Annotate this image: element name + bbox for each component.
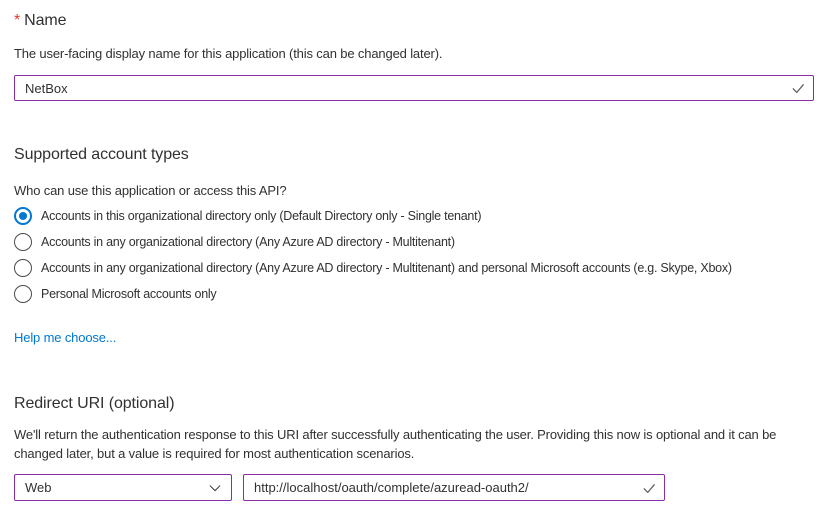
radio-option-label: Accounts in this organizational directory only (Default Directory only - Single tenant) (41, 209, 482, 223)
chevron-down-icon (208, 481, 222, 495)
radio-option-multitenant[interactable] (14, 229, 815, 255)
redirect-uri-description: We'll return the authentication response to this URI after successfully authenticating the user. Providing this now is optional and it can be changed later, but a value is required for most authentication scenarios. (14, 427, 777, 461)
radio-button-icon[interactable] (14, 207, 32, 225)
account-types-question: Who can use this application or access this API? (14, 183, 287, 198)
radio-option-multitenant-personal[interactable] (14, 255, 815, 281)
radio-option-label: Personal Microsoft accounts only (41, 287, 217, 301)
radio-option-personal-only[interactable] (14, 281, 815, 307)
radio-option-label: Accounts in any organizational directory (Any Azure AD directory - Multitenant) (41, 235, 455, 249)
name-heading-label: Name (24, 12, 67, 29)
name-section-heading (14, 10, 815, 32)
radio-option-label: Accounts in any organizational directory (Any Azure AD directory - Multitenant) and personal Microsoft accounts (e.g. Skype, Xbox) (41, 261, 732, 275)
redirect-uri-heading: Redirect URI (optional) (14, 395, 175, 412)
name-input-container (14, 75, 814, 101)
account-types-radio-group (14, 203, 815, 307)
radio-button-icon[interactable] (14, 233, 32, 251)
redirect-uri-input[interactable] (243, 474, 665, 501)
redirect-uri-input-container (243, 474, 665, 501)
name-input[interactable] (14, 75, 814, 101)
help-me-choose-link[interactable]: Help me choose... (14, 330, 117, 345)
radio-button-icon[interactable] (14, 285, 32, 303)
radio-button-icon[interactable] (14, 259, 32, 277)
account-types-heading: Supported account types (14, 146, 189, 163)
platform-select[interactable] (14, 474, 232, 501)
redirect-uri-row (14, 474, 815, 501)
name-description: The user-facing display name for this application (this can be changed later). (14, 46, 443, 61)
platform-select-value: Web (25, 480, 52, 495)
radio-option-single-tenant[interactable] (14, 203, 815, 229)
required-asterisk: * (14, 12, 21, 29)
